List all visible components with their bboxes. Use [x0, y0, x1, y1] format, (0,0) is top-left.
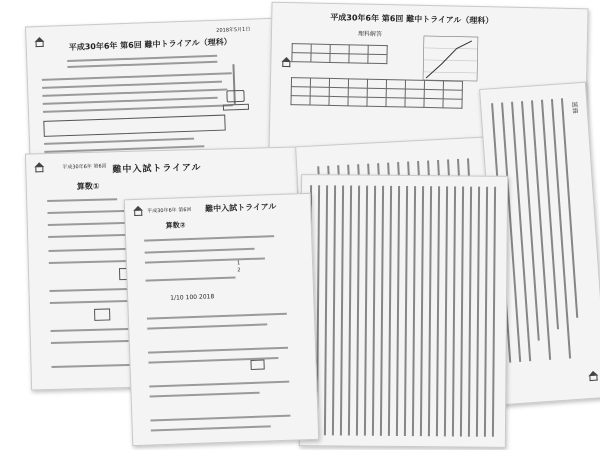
sheet-subject: 算数② [165, 221, 186, 230]
sheet-header: 理科解答 [357, 30, 383, 39]
dense-text-sheet [299, 174, 508, 448]
home-icon [34, 37, 44, 47]
sheet-subject: 算数① [76, 181, 100, 192]
math-exam-sheet-2 [124, 193, 320, 446]
home-icon [34, 162, 44, 172]
sheet-title: 平成30年6年 第6回 難中トライアル（理科） [68, 37, 232, 52]
sheet-header: 平成30年6年 第6回 [62, 163, 107, 171]
sheet-title: 難中入試トライアル [112, 162, 202, 176]
home-icon [588, 371, 599, 382]
sheet-label: 国語 [570, 101, 579, 114]
sheet-title: 平成30年6年 第6回 難中トライアル（理科） [330, 12, 494, 26]
home-icon [133, 206, 143, 216]
sheet-header: 平成30年6年 第6回 [147, 206, 192, 215]
sheet-date: 2018年5月1日 [216, 26, 251, 34]
answer-table [291, 43, 387, 64]
sheet-title: 難中入試トライアル [204, 202, 277, 214]
fraction-denominator: 2 [237, 267, 241, 274]
home-icon [281, 57, 291, 67]
fraction-numerator: 1 [236, 260, 241, 267]
graph-sketch [421, 34, 482, 85]
answer-values: 1/10 100 2018 [170, 293, 215, 302]
